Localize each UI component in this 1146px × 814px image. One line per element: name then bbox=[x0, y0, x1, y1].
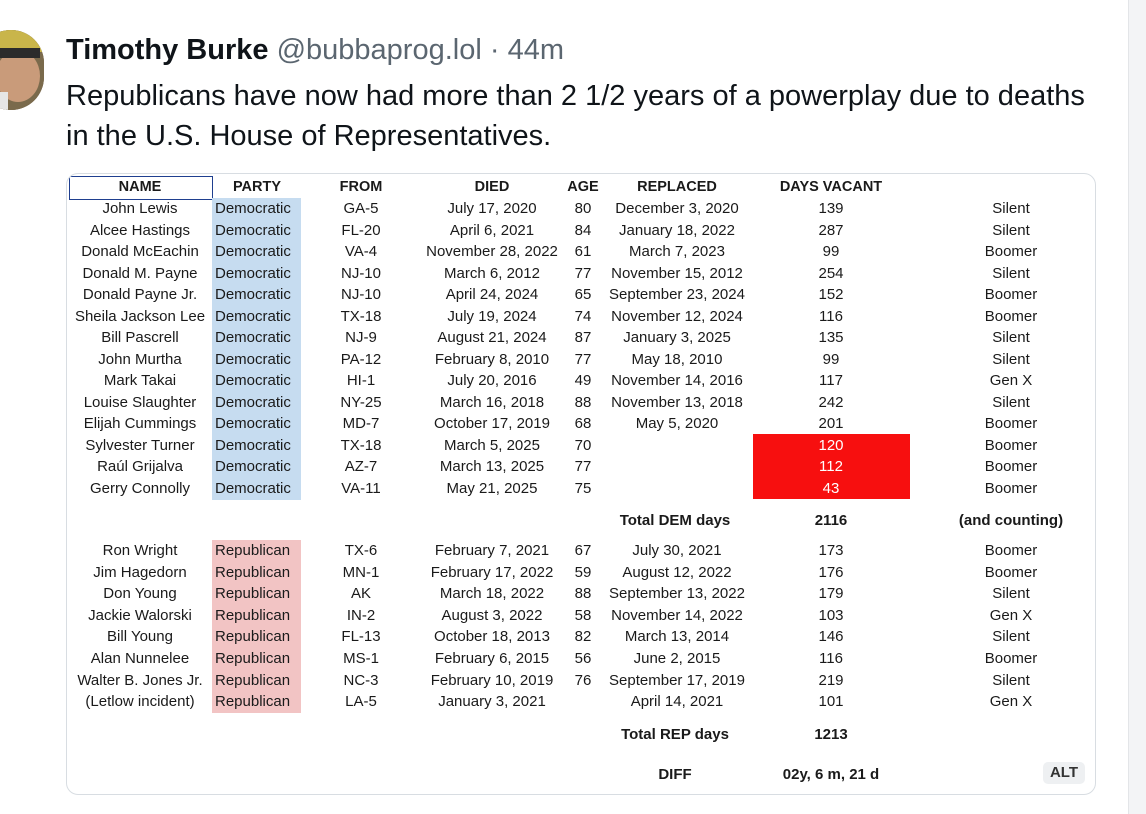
district-cell: NC-3 bbox=[343, 671, 379, 689]
replaced-cell: January 18, 2022 bbox=[619, 221, 735, 239]
party-cell: Republican bbox=[212, 691, 301, 713]
separator: · bbox=[489, 34, 500, 66]
district-cell: NJ-10 bbox=[340, 286, 381, 303]
days-vacant-cell: 242 bbox=[818, 393, 844, 411]
district-cell: NY-25 bbox=[340, 393, 382, 411]
replaced-cell: April 14, 2021 bbox=[630, 693, 724, 711]
replaced-cell: March 13, 2014 bbox=[624, 628, 730, 646]
days-vacant-cell: 152 bbox=[818, 286, 844, 303]
died-cell: February 8, 2010 bbox=[434, 350, 550, 368]
member-name: Alan Nunnelee bbox=[90, 650, 190, 667]
replaced-cell: December 3, 2020 bbox=[615, 200, 739, 217]
post-time[interactable]: 44m bbox=[507, 34, 564, 66]
spreadsheet-image bbox=[67, 174, 1095, 794]
generation-cell: Silent bbox=[992, 671, 1030, 689]
avatar[interactable] bbox=[0, 30, 44, 110]
age-cell: 88 bbox=[574, 585, 592, 603]
dem-total-label: Total DEM days bbox=[619, 512, 731, 529]
died-cell: October 18, 2013 bbox=[434, 628, 550, 646]
died-cell: July 19, 2024 bbox=[447, 307, 537, 325]
days-vacant-cell: 201 bbox=[818, 415, 844, 432]
days-vacant-cell: 176 bbox=[818, 563, 844, 581]
column-header: REPLACED bbox=[637, 179, 717, 195]
generation-cell: Boomer bbox=[984, 563, 1038, 581]
days-vacant-cell: 173 bbox=[818, 542, 844, 559]
author-handle[interactable]: @bubbaprog.lol bbox=[276, 34, 482, 66]
district-cell: VA-4 bbox=[344, 243, 378, 260]
days-vacant-cell: 101 bbox=[818, 693, 844, 711]
dem-total-note: (and counting) bbox=[958, 512, 1064, 529]
diff-value: 02y, 6 m, 21 d bbox=[782, 766, 880, 783]
replaced-cell: May 18, 2010 bbox=[631, 350, 723, 368]
age-cell: 61 bbox=[574, 243, 592, 260]
days-vacant-cell: 254 bbox=[818, 264, 844, 282]
generation-cell: Boomer bbox=[984, 436, 1038, 454]
member-name: Donald Payne Jr. bbox=[82, 286, 198, 303]
district-cell: MS-1 bbox=[343, 650, 379, 667]
member-name: Sylvester Turner bbox=[85, 436, 195, 454]
generation-cell: Gen X bbox=[989, 372, 1033, 389]
district-cell: NJ-9 bbox=[345, 329, 377, 346]
replaced-cell: August 12, 2022 bbox=[622, 563, 732, 581]
party-cell: Republican bbox=[212, 540, 301, 562]
party-cell: Democratic bbox=[212, 349, 301, 371]
member-name: Jackie Walorski bbox=[88, 606, 192, 624]
member-name: Donald M. Payne bbox=[82, 264, 198, 282]
died-cell: April 24, 2024 bbox=[445, 286, 539, 303]
replaced-cell: January 3, 2025 bbox=[623, 329, 731, 346]
died-cell: February 7, 2021 bbox=[434, 542, 550, 559]
age-cell: 58 bbox=[574, 606, 592, 624]
generation-cell: Boomer bbox=[984, 542, 1038, 559]
days-vacant-cell: 287 bbox=[818, 221, 844, 239]
member-name: Bill Pascrell bbox=[101, 329, 179, 346]
generation-cell: Boomer bbox=[984, 286, 1038, 303]
party-cell: Democratic bbox=[212, 392, 301, 414]
member-name: Bill Young bbox=[107, 628, 173, 646]
days-vacant-cell: 116 bbox=[819, 307, 843, 325]
member-name: Walter B. Jones Jr. bbox=[77, 671, 203, 689]
column-header: DIED bbox=[474, 179, 510, 195]
member-name: Jim Hagedorn bbox=[93, 563, 187, 581]
generation-cell: Boomer bbox=[984, 479, 1038, 497]
image-card[interactable] bbox=[66, 173, 1096, 795]
member-name: Ron Wright bbox=[102, 542, 178, 559]
generation-cell: Boomer bbox=[984, 415, 1038, 432]
died-cell: March 6, 2012 bbox=[444, 264, 540, 282]
age-cell: 77 bbox=[574, 264, 592, 282]
rep-total-label: Total REP days bbox=[621, 726, 729, 743]
age-cell: 87 bbox=[574, 329, 592, 346]
replaced-cell: September 23, 2024 bbox=[609, 286, 745, 303]
died-cell: July 17, 2020 bbox=[447, 200, 537, 217]
district-cell: MD-7 bbox=[342, 415, 380, 432]
died-cell: February 10, 2019 bbox=[430, 671, 554, 689]
replaced-cell: June 2, 2015 bbox=[633, 650, 721, 667]
district-cell: AZ-7 bbox=[344, 458, 378, 475]
died-cell: March 18, 2022 bbox=[439, 585, 545, 603]
replaced-cell: September 13, 2022 bbox=[609, 585, 745, 603]
generation-cell: Silent bbox=[992, 329, 1030, 346]
age-cell: 77 bbox=[574, 350, 592, 368]
died-cell: March 16, 2018 bbox=[439, 393, 545, 411]
generation-cell: Silent bbox=[992, 221, 1030, 239]
replaced-cell: March 7, 2023 bbox=[629, 243, 725, 260]
district-cell: TX-18 bbox=[340, 436, 382, 454]
days-vacant-cell: 146 bbox=[818, 628, 844, 646]
party-cell: Democratic bbox=[212, 198, 301, 220]
party-cell: Democratic bbox=[212, 370, 301, 392]
died-cell: April 6, 2021 bbox=[449, 221, 535, 239]
generation-cell: Silent bbox=[992, 350, 1030, 368]
district-cell: AK bbox=[350, 585, 371, 603]
age-cell: 80 bbox=[574, 200, 592, 217]
party-cell: Democratic bbox=[212, 478, 301, 500]
replaced-cell: November 14, 2016 bbox=[611, 372, 743, 389]
days-vacant-cell: 103 bbox=[818, 606, 844, 624]
member-name: Gerry Connolly bbox=[89, 479, 191, 497]
party-cell: Democratic bbox=[212, 435, 301, 457]
member-name: John Lewis bbox=[102, 200, 178, 217]
district-cell: GA-5 bbox=[343, 200, 379, 217]
generation-cell: Silent bbox=[992, 393, 1030, 411]
member-name: Don Young bbox=[103, 585, 177, 603]
died-cell: March 13, 2025 bbox=[439, 458, 545, 475]
member-name: Donald McEachin bbox=[81, 243, 199, 260]
member-name: Elijah Cummings bbox=[83, 415, 197, 432]
district-cell: PA-12 bbox=[340, 350, 382, 368]
replaced-cell: May 5, 2020 bbox=[635, 415, 719, 432]
district-cell: HI-1 bbox=[346, 372, 376, 389]
days-vacant-cell: 219 bbox=[818, 671, 844, 689]
generation-cell: Boomer bbox=[984, 243, 1038, 260]
age-cell: 84 bbox=[574, 221, 592, 239]
member-name: Raúl Grijalva bbox=[97, 458, 183, 475]
days-vacant-cell: 99 bbox=[822, 350, 840, 368]
member-name: Sheila Jackson Lee bbox=[74, 307, 206, 325]
age-cell: 77 bbox=[574, 458, 592, 475]
column-header: PARTY bbox=[232, 179, 282, 195]
died-cell: July 20, 2016 bbox=[447, 372, 537, 389]
district-cell: NJ-10 bbox=[340, 264, 381, 282]
party-cell: Republican bbox=[212, 626, 301, 648]
days-vacant-cell: 120 bbox=[818, 436, 844, 454]
rep-total-value: 1213 bbox=[814, 726, 848, 743]
party-cell: Republican bbox=[212, 583, 301, 605]
district-cell: TX-18 bbox=[340, 307, 382, 325]
column-header: DAYS VACANT bbox=[779, 179, 883, 195]
party-cell: Republican bbox=[212, 670, 301, 692]
age-cell: 75 bbox=[574, 479, 592, 497]
district-cell: IN-2 bbox=[346, 606, 376, 624]
age-cell: 68 bbox=[574, 415, 592, 432]
party-cell: Democratic bbox=[212, 284, 301, 306]
generation-cell: Boomer bbox=[984, 458, 1038, 475]
age-cell: 67 bbox=[574, 542, 592, 559]
died-cell: May 21, 2025 bbox=[446, 479, 538, 497]
age-cell: 74 bbox=[574, 307, 592, 325]
generation-cell: Boomer bbox=[984, 650, 1038, 667]
days-vacant-cell: 112 bbox=[819, 458, 843, 475]
alt-badge[interactable]: ALT bbox=[1043, 762, 1085, 784]
party-cell: Democratic bbox=[212, 306, 301, 328]
district-cell: FL-13 bbox=[341, 628, 381, 646]
district-cell: VA-11 bbox=[341, 479, 381, 497]
died-cell: November 28, 2022 bbox=[426, 243, 558, 260]
generation-cell: Gen X bbox=[989, 606, 1033, 624]
days-vacant-cell: 135 bbox=[818, 329, 844, 346]
party-cell: Democratic bbox=[212, 263, 301, 285]
replaced-cell: July 30, 2021 bbox=[632, 542, 722, 559]
member-name: Alcee Hastings bbox=[89, 221, 191, 239]
replaced-cell: November 13, 2018 bbox=[611, 393, 743, 411]
replaced-cell: November 12, 2024 bbox=[611, 307, 743, 325]
party-cell: Republican bbox=[212, 648, 301, 670]
died-cell: August 3, 2022 bbox=[441, 606, 543, 624]
died-cell: February 6, 2015 bbox=[434, 650, 550, 667]
diff-label: DIFF bbox=[658, 766, 692, 783]
member-name: Mark Takai bbox=[103, 372, 177, 389]
party-cell: Democratic bbox=[212, 220, 301, 242]
post-text: Republicans have now had more than 2 1/2 years of a powerplay due to deaths in the U.S. House of Representatives. bbox=[66, 80, 1085, 152]
generation-cell: Silent bbox=[992, 585, 1030, 603]
party-cell: Democratic bbox=[212, 413, 301, 435]
age-cell: 65 bbox=[574, 286, 592, 303]
replaced-cell: November 15, 2012 bbox=[611, 264, 743, 282]
days-vacant-cell: 43 bbox=[822, 479, 840, 497]
died-cell: February 17, 2022 bbox=[430, 563, 554, 581]
died-cell: October 17, 2019 bbox=[434, 415, 550, 432]
days-vacant-cell: 99 bbox=[822, 243, 840, 260]
generation-cell: Gen X bbox=[989, 693, 1033, 711]
column-header: NAME bbox=[118, 179, 162, 195]
column-header: FROM bbox=[339, 179, 383, 195]
member-name: Louise Slaughter bbox=[83, 393, 197, 411]
party-cell: Republican bbox=[212, 605, 301, 627]
generation-cell: Silent bbox=[992, 200, 1030, 217]
column-header: AGE bbox=[567, 179, 599, 195]
age-cell: 59 bbox=[574, 563, 592, 581]
age-cell: 76 bbox=[574, 671, 592, 689]
replaced-cell: November 14, 2022 bbox=[611, 606, 743, 624]
age-cell: 70 bbox=[574, 436, 592, 454]
days-vacant-cell: 139 bbox=[818, 200, 844, 217]
died-cell: January 3, 2021 bbox=[438, 693, 546, 711]
member-name: (Letlow incident) bbox=[85, 693, 195, 711]
age-cell: 88 bbox=[574, 393, 592, 411]
generation-cell: Silent bbox=[992, 264, 1030, 282]
party-cell: Democratic bbox=[212, 241, 301, 263]
post-header bbox=[66, 33, 564, 67]
days-vacant-cell: 116 bbox=[819, 650, 843, 667]
generation-cell: Boomer bbox=[984, 307, 1038, 325]
party-cell: Republican bbox=[212, 562, 301, 584]
age-cell: 56 bbox=[574, 650, 592, 667]
died-cell: March 5, 2025 bbox=[444, 436, 540, 454]
author-name[interactable]: Timothy Burke bbox=[66, 34, 269, 66]
district-cell: FL-20 bbox=[341, 221, 381, 239]
days-vacant-cell: 179 bbox=[818, 585, 844, 603]
member-name: John Murtha bbox=[98, 350, 182, 368]
dem-total-value: 2116 bbox=[814, 512, 848, 529]
age-cell: 82 bbox=[574, 628, 592, 646]
district-cell: LA-5 bbox=[345, 693, 377, 711]
district-cell: TX-6 bbox=[344, 542, 378, 559]
died-cell: August 21, 2024 bbox=[437, 329, 547, 346]
age-cell: 49 bbox=[574, 372, 592, 389]
party-cell: Democratic bbox=[212, 327, 301, 349]
days-vacant-cell: 117 bbox=[819, 372, 843, 389]
generation-cell: Silent bbox=[992, 628, 1030, 646]
replaced-cell: September 17, 2019 bbox=[609, 671, 745, 689]
party-cell: Democratic bbox=[212, 456, 301, 478]
district-cell: MN-1 bbox=[342, 563, 380, 581]
